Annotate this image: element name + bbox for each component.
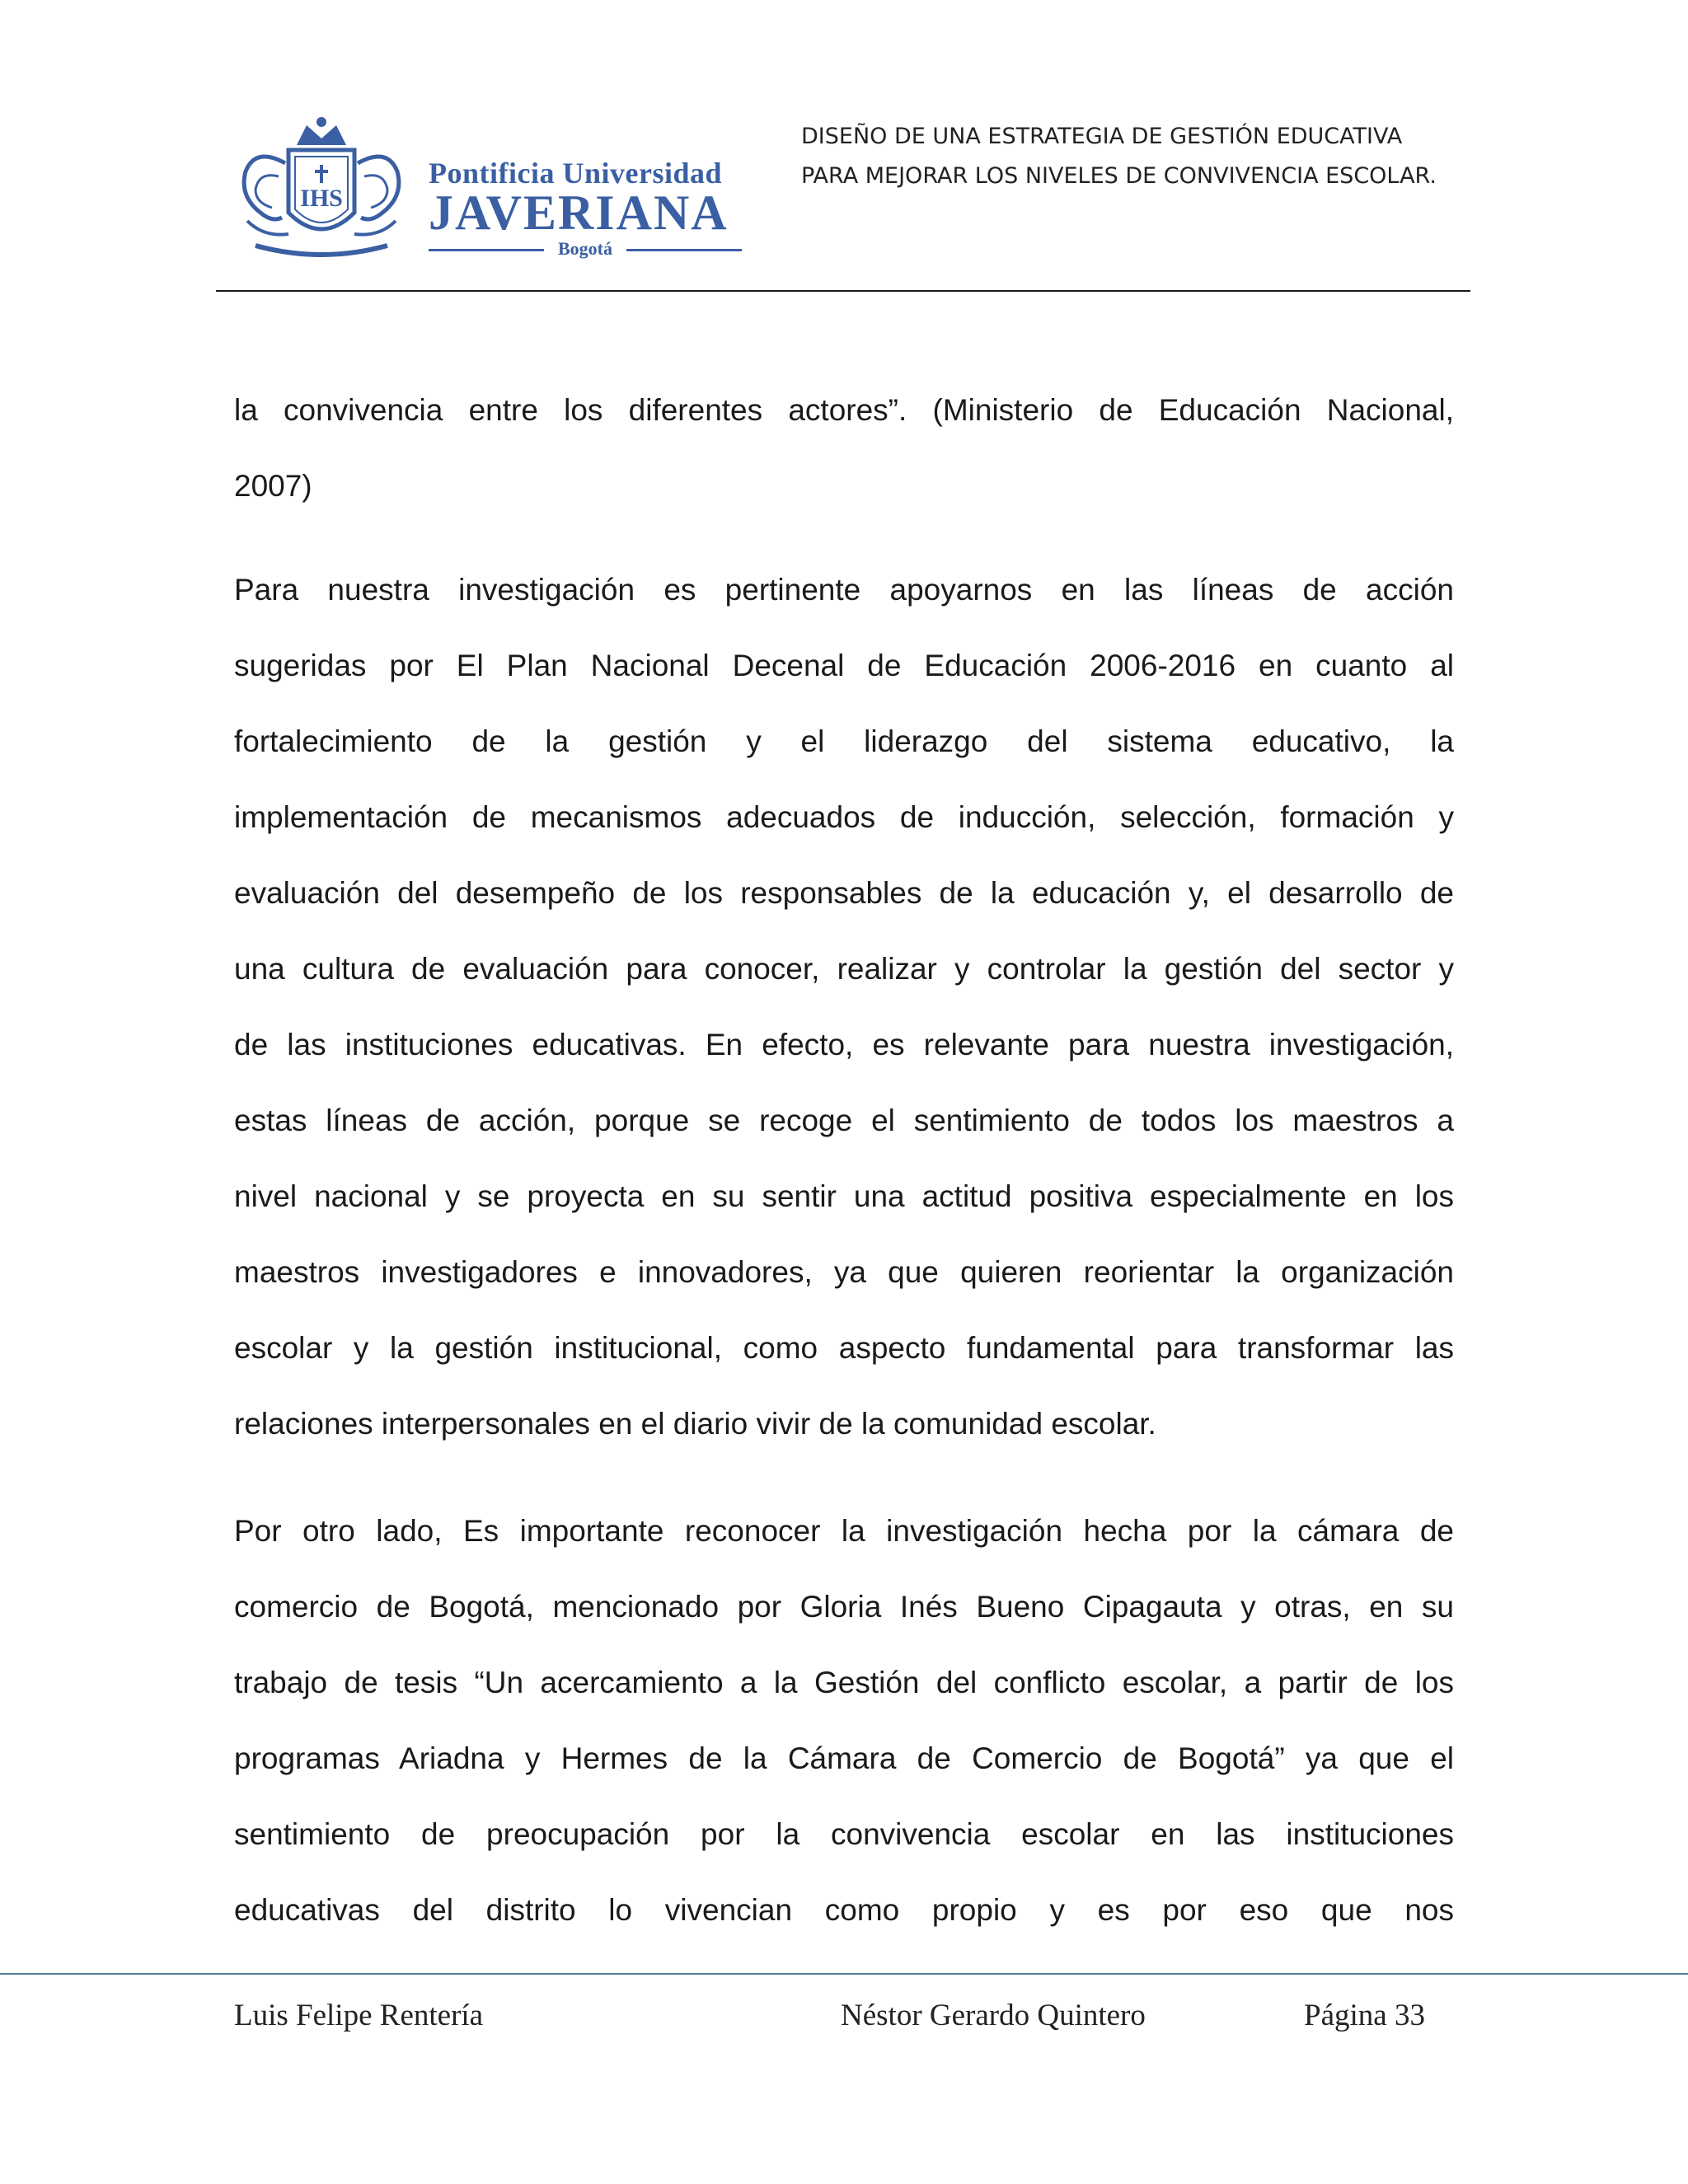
logo-line-city xyxy=(429,237,742,260)
paragraph-line: la convivencia entre los diferentes actores”. (Ministerio de Educación Nacional, xyxy=(234,393,1454,427)
footer-author-1: Luis Felipe Rentería xyxy=(234,1999,484,2032)
paragraph-line: evaluación del desempeño de los responsables de la educación y, el desarrollo de xyxy=(234,876,1454,910)
paragraph-1 xyxy=(234,373,1454,524)
paragraph-line: nivel nacional y se proyecta en su sentir una actitud positiva especialmente en los xyxy=(234,1179,1454,1213)
paragraph-line: educativas del distrito lo vivencian como propio y es por eso que nos xyxy=(234,1893,1454,1927)
logo-wordmark xyxy=(429,157,742,260)
paragraph-line: fortalecimiento de la gestión y el liderazgo del sistema educativo, la xyxy=(234,724,1454,758)
paragraph-line: de las instituciones educativas. En efecto, es relevante para nuestra investigación, xyxy=(234,1028,1454,1062)
paragraph-2 xyxy=(234,552,1454,1462)
footer-page-number: Página 33 xyxy=(1304,1999,1425,2032)
paragraph-line: implementación de mecanismos adecuados de inducción, selección, formación y xyxy=(234,800,1454,834)
footer-author-2: Néstor Gerardo Quintero xyxy=(841,1999,1146,2032)
crest-letters: IHS xyxy=(300,185,343,212)
running-header-title xyxy=(801,117,1493,196)
paragraph-line: sugeridas por El Plan Nacional Decenal de Educación 2006-2016 en cuanto al xyxy=(234,649,1454,682)
paragraph-line: sentimiento de preocupación por la convivencia escolar en las instituciones xyxy=(234,1817,1454,1851)
logo-line-university: Pontificia Universidad xyxy=(429,157,723,190)
paragraph-line: maestros investigadores e innovadores, ya que quieren reorientar la organización xyxy=(234,1255,1454,1289)
footer-divider xyxy=(0,1973,1688,1975)
university-crest-icon xyxy=(231,114,412,262)
header-title-line-1: DISEÑO DE UNA ESTRATEGIA DE GESTIÓN EDUCATIVA xyxy=(801,124,1403,149)
paragraph-line: escolar y la gestión institucional, como aspecto fundamental para transformar las xyxy=(234,1331,1454,1365)
paragraph-line: trabajo de tesis “Un acercamiento a la Gestión del conflicto escolar, a partir de los xyxy=(234,1666,1454,1699)
paragraph-3 xyxy=(234,1493,1454,1948)
logo-rule-right xyxy=(626,249,742,251)
paragraph-line: relaciones interpersonales en el diario vivir de la comunidad escolar. xyxy=(234,1407,1156,1441)
header-title-line-2: PARA MEJORAR LOS NIVELES DE CONVIVENCIA ESCOLAR. xyxy=(801,163,1437,189)
paragraph-line: estas líneas de acción, porque se recoge el sentimiento de todos los maestros a xyxy=(234,1104,1454,1137)
paragraph-line: programas Ariadna y Hermes de la Cámara de Comercio de Bogotá” ya que el xyxy=(234,1741,1454,1775)
header-divider xyxy=(216,290,1470,292)
logo-city: Bogotá xyxy=(558,238,612,259)
paragraph-line: Para nuestra investigación es pertinente apoyarnos en las líneas de acción xyxy=(234,573,1454,607)
paragraph-line: una cultura de evaluación para conocer, realizar y controlar la gestión del sector y xyxy=(234,952,1454,986)
university-logo xyxy=(231,114,742,262)
paragraph-line: 2007) xyxy=(234,469,312,503)
paragraph-line: comercio de Bogotá, mencionado por Gloria Inés Bueno Cipagauta y otras, en su xyxy=(234,1590,1454,1624)
paragraph-line: Por otro lado, Es importante reconocer la investigación hecha por la cámara de xyxy=(234,1514,1454,1548)
logo-line-javeriana: JAVERIANA xyxy=(429,185,729,240)
